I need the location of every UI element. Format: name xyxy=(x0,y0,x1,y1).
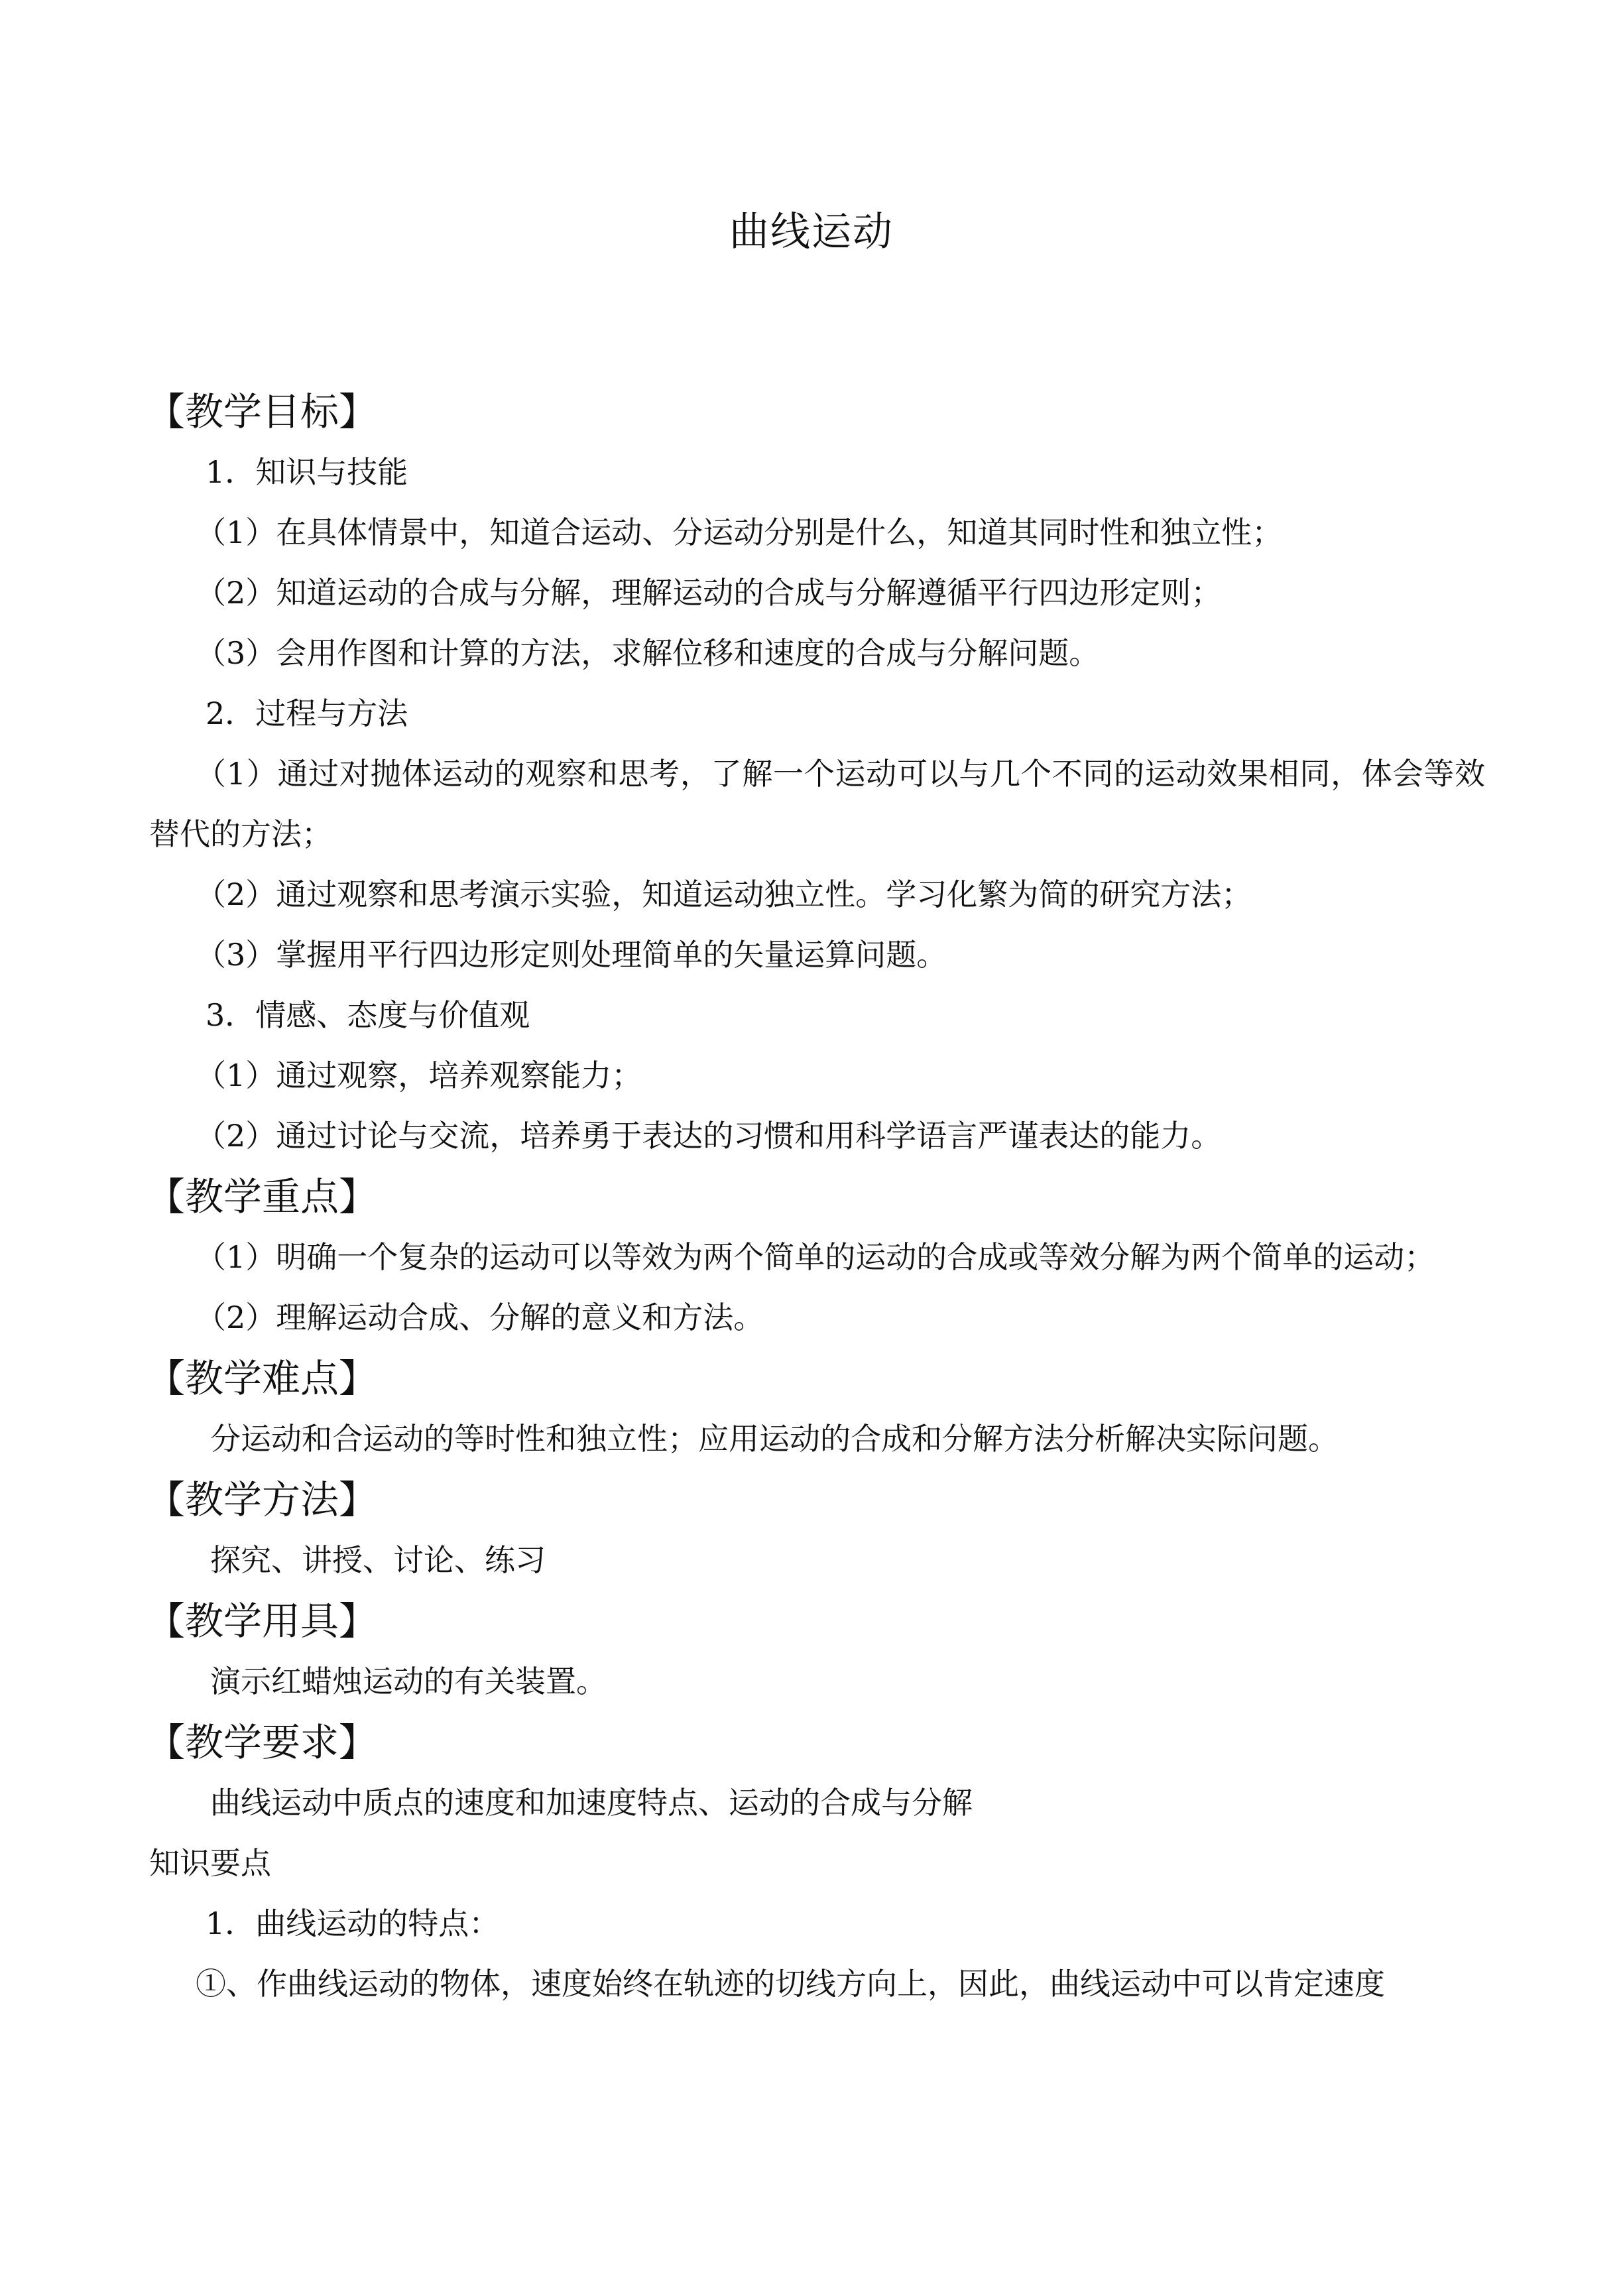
curve-motion-feature-1: ①、作曲线运动的物体，速度始终在轨迹的切线方向上，因此，曲线运动中可以肯定速度 xyxy=(196,1966,1385,2002)
emotion-values-label: 3．情感、态度与价值观 xyxy=(206,997,530,1033)
curve-motion-features-label: 1．曲线运动的特点： xyxy=(206,1905,500,1941)
heading-difficulties: 【教学难点】 xyxy=(147,1356,378,1401)
key-point-item-1: （1）明确一个复杂的运动可以等效为两个简单的运动的合成或等效分解为两个简单的运动； xyxy=(196,1239,1435,1275)
heading-key-points: 【教学重点】 xyxy=(147,1174,378,1219)
key-point-item-2: （2）理解运动合成、分解的意义和方法。 xyxy=(196,1299,764,1335)
tools-text: 演示红蜡烛运动的有关装置。 xyxy=(210,1663,607,1699)
heading-tools: 【教学用具】 xyxy=(147,1599,378,1644)
methods-text: 探究、讲授、讨论、练习 xyxy=(210,1542,546,1578)
process-item-2: （2）通过观察和思考演示实验，知道运动独立性。学习化繁为简的研究方法； xyxy=(196,876,1252,912)
document-body xyxy=(149,381,1488,2014)
emotion-item-1: （1）通过观察，培养观察能力； xyxy=(196,1057,642,1093)
knowledge-item-2: （2）知道运动的合成与分解，理解运动的合成与分解遵循平行四边形定则； xyxy=(196,575,1222,611)
knowledge-item-1: （1）在具体情景中，知道合运动、分运动分别是什么，知道其同时性和独立性； xyxy=(196,514,1283,550)
process-item-1: （1）通过对抛体运动的观察和思考，了解一个运动可以与几个不同的运动效果相同，体会等效替代的方法； xyxy=(149,756,1485,852)
process-item-3: （3）掌握用平行四边形定则处理简单的矢量运算问题。 xyxy=(196,937,947,973)
knowledge-points-label: 知识要点 xyxy=(149,1845,271,1881)
difficulties-text: 分运动和合运动的等时性和独立性；应用运动的合成和分解方法分析解决实际问题。 xyxy=(210,1421,1339,1457)
heading-requirements: 【教学要求】 xyxy=(147,1720,378,1765)
knowledge-item-3: （3）会用作图和计算的方法，求解位移和速度的合成与分解问题。 xyxy=(196,635,1100,671)
knowledge-skills-label: 1．知识与技能 xyxy=(206,454,408,490)
emotion-item-2: （2）通过讨论与交流，培养勇于表达的习惯和用科学语言严谨表达的能力。 xyxy=(196,1118,1222,1154)
requirements-text: 曲线运动中质点的速度和加速度特点、运动的合成与分解 xyxy=(210,1785,973,1821)
page-title: 曲线运动 xyxy=(729,209,894,255)
heading-methods: 【教学方法】 xyxy=(147,1477,378,1522)
heading-objectives: 【教学目标】 xyxy=(147,389,378,434)
process-methods-label: 2．过程与方法 xyxy=(206,695,408,731)
